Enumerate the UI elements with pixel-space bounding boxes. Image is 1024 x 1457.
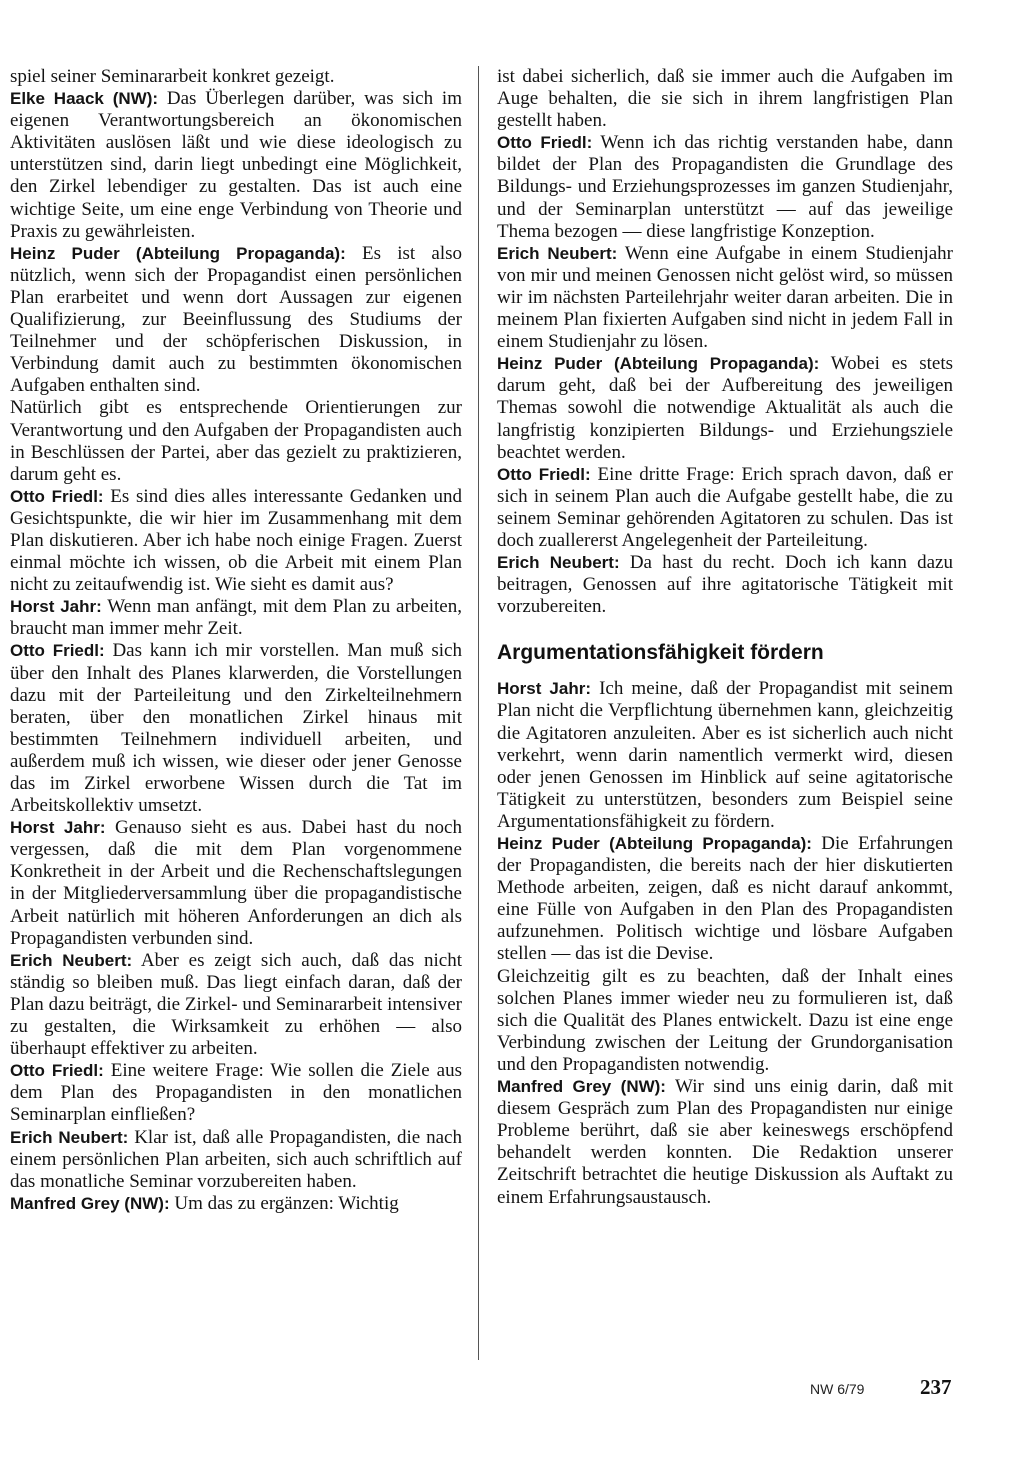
paragraph-text: Genauso sieht es aus. Dabei hast du noch vergessen, daß die mit dem Plan vorgenommene Konkretheit in der Arbeit und die Rechenschaftslegungen in der Mitgliederversammlung über die propagandistische Arbeit natürlich mit höheren Anforderungen an dich als Propagandisten verbunden sind.: [10, 817, 462, 949]
paragraph: [10, 1060, 462, 1126]
paragraph: [497, 552, 953, 618]
paragraph: [497, 243, 953, 353]
paragraph: [10, 640, 462, 817]
speaker-name: Erich Neubert:: [10, 950, 133, 970]
paragraph: [10, 88, 462, 243]
paragraph: [497, 1076, 953, 1209]
paragraph-text: Klar ist, daß alle Propagandisten, die nach einem persönlichen Plan arbeiten, sich auch schriftlich auf das monatliche Seminar vorzubereiten haben.: [10, 1126, 462, 1192]
paragraph-text: Da hast du recht. Doch ich kann dazu beitragen, Genossen auf ihre agitatorische Tätigkeit mit vorzubereiten.: [497, 552, 953, 618]
paragraph-text: Eine dritte Frage: Erich sprach davon, daß er sich in seinem Plan auch die Aufgabe gestellt habe, die zu seinem Seminar gehörenden Agitatoren zu schulen. Das ist doch zuallererst Angelegenheit der Parteileitung.: [497, 463, 954, 551]
speaker-name: Manfred Grey (NW):: [10, 1193, 170, 1213]
speaker-name: Erich Neubert:: [497, 553, 620, 573]
speaker-name: Heinz Puder (Abteilung Propaganda):: [10, 243, 346, 263]
paragraph-text: Wenn ich das richtig verstanden habe, dann bildet der Plan des Propagandisten die Grundlage des Bildungs- und Erziehungsprozesses im ganzen Studienjahr, und der Seminarplan unterstützt — auf das jeweilige Thema bezogen — diese langfristige Konzeption.: [497, 132, 953, 242]
paragraph-text: Wir sind uns einig darin, daß mit diesem Gespräch zum Plan des Propagandisten nur einige Probleme berührt, daß sie aber keineswegs erschöpfend behandelt werden konnten. Die Redaktion unserer Zeitschrift betrachtet die heutige Diskussion als Auftakt zu einem Erfahrungsaustausch.: [497, 1076, 953, 1208]
paragraph: [497, 132, 953, 242]
speaker-name: Horst Jahr:: [10, 818, 106, 838]
speaker-name: Otto Friedl:: [497, 133, 593, 153]
paragraph: [10, 486, 462, 596]
paragraph: [10, 817, 462, 950]
paragraph-text: Eine weitere Frage: Wie sollen die Ziele aus dem Plan des Propagandisten in den monatlichen Seminarplan einfließen?: [10, 1060, 462, 1126]
paragraph: [497, 66, 953, 132]
speaker-name: Erich Neubert:: [497, 243, 618, 263]
paragraph-text: Das kann ich mir vorstellen. Man muß sich über den Inhalt des Planes klarwerden, die Vorstellungen dazu mit der Parteileitung und den Zirkelteilnehmern beraten, über den monatlichen Zirkel hinaus mit bestimmten Teilnehmern individuell arbeiten, und außerdem muß ich wissen, wie dieser oder jener Genosse das im Zirkel erworbene Wissen durch die Tat im Arbeitskollektiv umsetzt.: [10, 640, 462, 817]
paragraph-text: spiel seiner Seminararbeit konkret gezeigt.: [10, 66, 335, 87]
paragraph: [10, 1127, 462, 1193]
paragraph-text: Wenn man anfängt, mit dem Plan zu arbeiten, braucht man immer mehr Zeit.: [10, 596, 462, 640]
paragraph: [497, 678, 953, 833]
paragraph: [10, 1193, 462, 1215]
paragraph: [497, 833, 953, 966]
paragraph-text: Das Überlegen darüber, was sich im eigenen Verantwortungsbereich an ökonomischen Aktivitäten auslösen läßt und wie diese ideologisch zu unterstützen sind, darin liegt unbedingt eine Möglichkeit, den Zirkel lebendiger zu gestalten. Das ist auch eine wichtige Seite, um eine enge Verbindung von Theorie und Praxis zu gewährleisten.: [10, 88, 462, 242]
paragraph-text: Natürlich gibt es entsprechende Orientierungen zur Verantwortung und den Aufgaben der Propagandisten auch in Beschlüssen der Partei, aber das gezielt zu praktizieren, darum geht es.: [10, 397, 462, 485]
speaker-name: Erich Neubert:: [10, 1127, 129, 1147]
speaker-name: Heinz Puder (Abteilung Propaganda):: [497, 354, 820, 374]
section-heading: Argumentationsfähigkeit fördern: [497, 641, 824, 665]
paragraph-text: Um das zu ergänzen: Wichtig: [169, 1192, 399, 1214]
speaker-name: Manfred Grey (NW):: [497, 1077, 666, 1097]
speaker-name: Otto Friedl:: [10, 1061, 104, 1081]
left-column: [10, 66, 462, 1215]
page-number: 237: [920, 1375, 952, 1399]
speaker-name: Otto Friedl:: [497, 464, 591, 484]
speaker-name: Horst Jahr:: [10, 597, 102, 617]
right-column: [497, 66, 953, 1209]
speaker-name: Otto Friedl:: [10, 486, 104, 506]
journal-issue: NW 6/79: [810, 1381, 865, 1397]
paragraph-text: ist dabei sicherlich, daß sie immer auch die Aufgaben im Auge behalten, die sie sich in ihrem langfristigen Plan gestellt haben.: [497, 66, 953, 132]
paragraph-text: Wobei es stets darum geht, daß bei der Aufbereitung des jeweiligen Themas sowohl die notwendige Aktualität als auch die langfristig konzipierten Bildungs- und Erziehungsziele beachtet werden.: [497, 353, 953, 463]
paragraph: [497, 464, 953, 552]
paragraph: [10, 397, 462, 485]
speaker-name: Heinz Puder (Abteilung Propaganda):: [497, 834, 812, 853]
paragraph-text: Aber es zeigt sich auch, daß das nicht ständig so bleiben muß. Das liegt einfach daran, daß der Plan dazu beiträgt, die Zirkel- und Seminararbeit intensiver zu gestalten, die Wirksamkeit zu erhöhen — also überhaupt effektiver zu arbeiten.: [10, 949, 462, 1060]
speaker-name: Elke Haack (NW):: [10, 89, 159, 109]
paragraph-text: Es ist also nützlich, wenn sich der Propagandist einen persönlichen Plan erarbeitet und wenn dort Aussagen zur eigenen Qualifizierung, zur Beeinflussung des Studiums der Teilnehmer und der schöpferischen Diskussion, in Verbindung damit auch zu bestimmten ökonomischen Aufgaben enthalten sind.: [10, 242, 462, 397]
paragraph-text: Ich meine, daß der Propagandist mit seinem Plan nicht die Verpflichtung übernehmen kann, gleichzeitig die Agitatoren anzuleiten. Aber es ist sicherlich auch nicht verkehrt, wenn darin namentlich vermerkt wird, diesen oder jenen Genossen im Hinblick auf seine agitatorische Tätigkeit zu unterstützen, besonders zum Beispiel seine Argumentationsfähigkeit zu fördern.: [497, 678, 954, 832]
paragraph: [10, 950, 462, 1060]
speaker-name: Horst Jahr:: [497, 679, 592, 699]
paragraph-text: Es sind dies alles interessante Gedanken und Gesichtspunkte, die wir hier im Zusammenhang mit dem Plan diskutieren. Aber ich habe noch einige Fragen. Zuerst einmal möchte ich wissen, ob die Arbeit mit einem Plan nicht zu zeitaufwendig ist. Wie sieht es damit aus?: [10, 485, 462, 596]
speaker-name: Otto Friedl:: [10, 641, 105, 661]
paragraph: [497, 353, 953, 463]
paragraph: [10, 66, 462, 88]
paragraph-text: Die Erfahrungen der Propagandisten, die bereits nach der hier diskutierten Methode arbeiten, zeigen, daß es nicht darauf ankommt, eine Fülle von Aufgaben in den Plan des Propagandisten aufzunehmen. Politisch wichtige und lösbare Aufgaben stellen — das ist die Devise.: [497, 833, 953, 965]
paragraph: [10, 243, 462, 398]
paragraph-text: Wenn eine Aufgabe in einem Studienjahr von mir und meinen Genossen nicht gelöst wird, so müssen wir im nächsten Parteilehrjahr weiter daran arbeiten. Die in meinem Plan fixierten Aufgaben sind nicht in jedem Fall in einem Studienjahr zu lösen.: [497, 242, 954, 353]
column-divider: [478, 66, 479, 1360]
paragraph-text: Gleichzeitig gilt es zu beachten, daß der Inhalt eines solchen Planes immer wieder neu zu formulieren ist, daß sich die Qualität des Planes entwickelt. Dazu ist eine enge Verbindung zwischen der Leitung der Grundorganisation und den Propagandisten notwendig.: [497, 965, 953, 1075]
paragraph: [10, 596, 462, 640]
paragraph: [497, 966, 953, 1076]
